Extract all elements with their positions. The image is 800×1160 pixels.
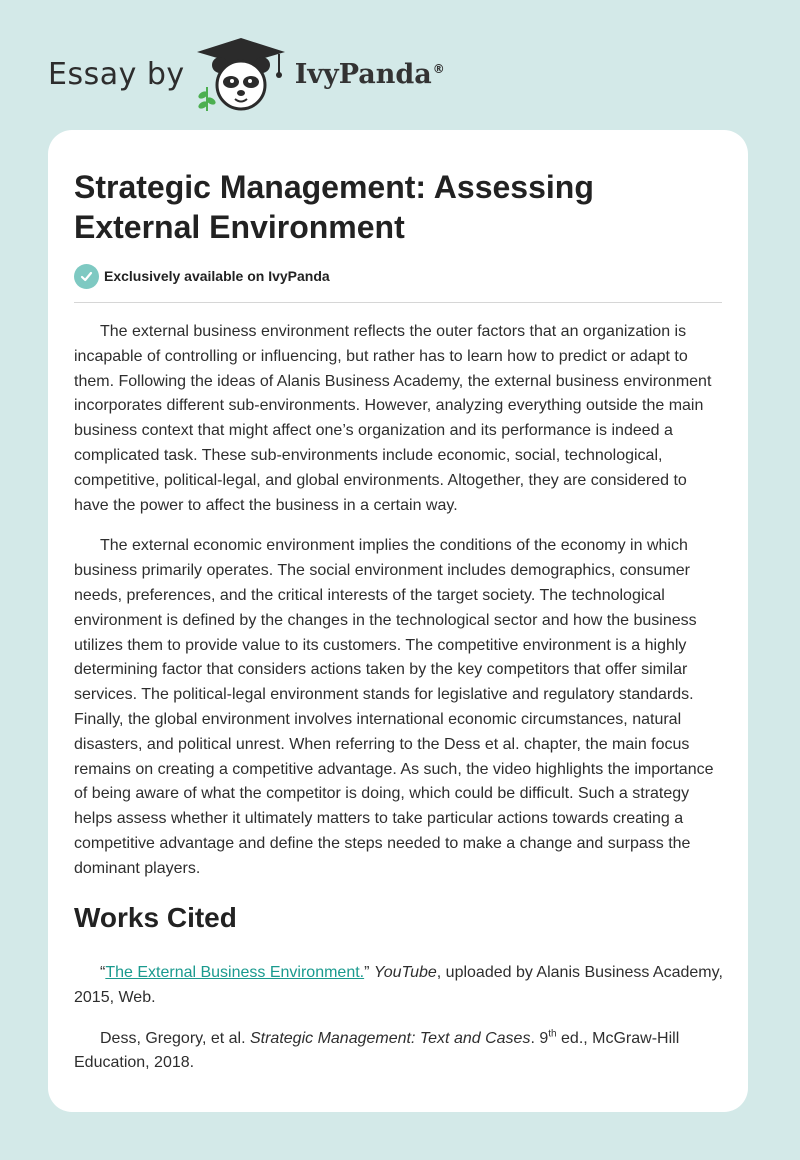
brand-name: IvyPanda®: [294, 58, 445, 90]
divider: [74, 302, 722, 303]
essay-body: [74, 320, 724, 882]
registered-mark: ®: [432, 61, 445, 76]
page-title: Strategic Management: Assessing External Environment: [74, 169, 594, 245]
check-circle-icon: [74, 264, 99, 289]
citation-item: “The External Business Environment.” YouTube, uploaded by Alanis Business Academy, 2015, Web.: [74, 964, 723, 1006]
essay-card: [48, 130, 748, 1112]
citations-list: [74, 961, 724, 1076]
panda-graduate-icon: [195, 35, 291, 113]
works-cited-heading: Works Cited: [74, 902, 237, 933]
badge-text: Exclusively available on IvyPanda: [104, 268, 330, 284]
citation-item: Dess, Gregory, et al. Strategic Management: Text and Cases. 9th ed., McGraw-Hill Education, 2018.: [74, 1028, 680, 1072]
site-header: [48, 34, 508, 114]
paragraph: The external economic environment implies the conditions of the economy in which business primarily operates. The social environment includes demographics, consumer needs, preferences, and the critical interests of the target society. The technological environment is defined by the changes in the technological sector and how the business utilizes them to provide value to its customers. The competitive environment is a highly determining factor that considers actions taken by the key competitors that offer similar services. The political-legal environment stands for legislative and regulatory standards. Finally, the global environment involves international economic circumstances, natural disasters, and political unrest. When referring to the Dess et al. chapter, the main focus remains on creating a competitive advantage. As such, the video highlights the importance of being aware of what the competitor is doing, which could be difficult. Such a strategy helps assess whether it ultimately matters to take particular actions towards creating a competitive advantage and define the steps needed to make a change and surpass the dominant players.: [74, 537, 714, 877]
exclusive-badge: [74, 263, 330, 289]
brand-prefix: Essay by: [48, 56, 185, 92]
citation-link[interactable]: The External Business Environment.: [105, 964, 365, 981]
paragraph: The external business environment reflects the outer factors that an organization is incapable of controlling or influencing, but rather has to learn how to predict or adapt to them. Following the ideas of Alanis Business Academy, the external business environment incorporates different sub-environments. However, analyzing everything outside the main business context that might affect one’s organization and its performance is indeed a complicated task. These sub-environments include economic, social, technological, competitive, political-legal, and global environments. Altogether, they are considered to have the power to affect the business in a certain way.: [74, 323, 712, 514]
